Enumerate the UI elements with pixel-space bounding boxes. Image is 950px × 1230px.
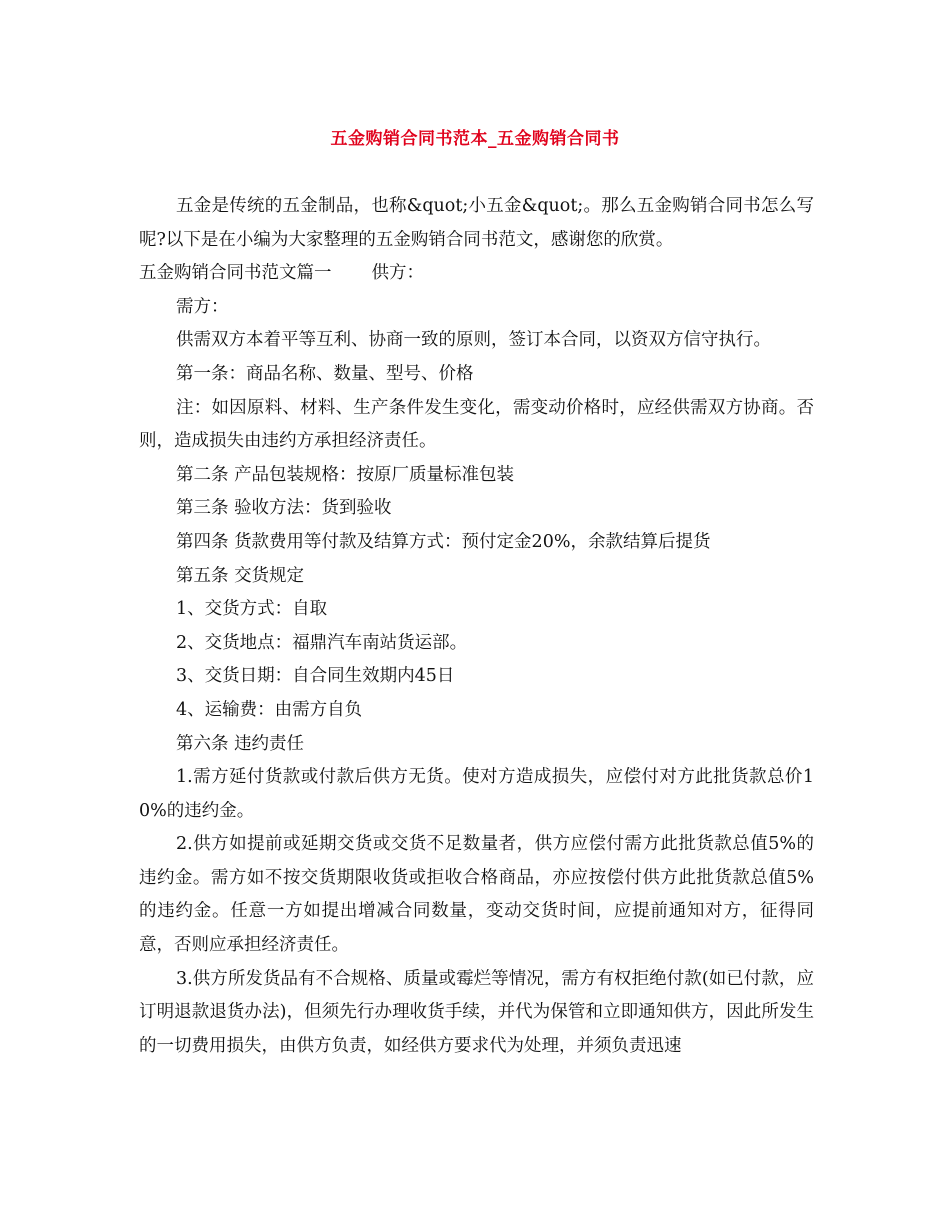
paragraph: 2.供方如提前或延期交货或交货不足数量者，供方应偿付需方此批货款总值5%的违约金。需方如不按交货期限收货或拒收合格商品，亦应按偿付供方此批货款总值5%的违约金。任意一方如提出增减合同数量，变动交货时间，应提前通知对方，征得同意，否则应承担经济责任。 — [139, 834, 814, 956]
paragraph: 供需双方本着平等互利、协商一致的原则，签订本合同，以资双方信守执行。 — [176, 330, 771, 351]
paragraph: 第五条 交货规定 — [176, 565, 305, 586]
paragraph: 第三条 验收方法：货到验收 — [176, 498, 392, 519]
section-heading: 五金购销合同书范文篇一 — [139, 263, 332, 284]
document-title: 五金购销合同书范本_五金购销合同书 — [330, 129, 620, 149]
paragraph: 3.供方所发货品有不合规格、质量或霉烂等情况，需方有权拒绝付款(如已付款，应订明退款退货办法)，但须先行办理收货手续，并代为保管和立即通知供方，因此所发生的一切费用损失，由供方负责，如经供方要求代为处理，并须负责迅速 — [139, 968, 814, 1056]
intro-paragraph: 五金是传统的五金制品，也称&quot;小五金&quot;。那么五金购销合同书怎么写呢?以下是在小编为大家整理的五金购销合同书范文，感谢您的欣赏。 — [139, 196, 814, 250]
paragraph: 1.需方延付货款或付款后供方无货。使对方造成损失，应偿付对方此批货款总价10%的违约金。 — [139, 767, 814, 821]
paragraph: 2、交货地点：福鼎汽车南站货运部。 — [176, 632, 468, 653]
paragraph: 需方： — [176, 296, 229, 317]
paragraph: 1、交货方式：自取 — [176, 599, 328, 620]
paragraph: 注：如因原料、材料、生产条件发生变化，需变动价格时，应经供需双方协商。否则，造成损失由违约方承担经济责任。 — [139, 397, 814, 452]
paragraph: 第六条 违约责任 — [176, 733, 305, 754]
paragraph: 第四条 货款费用等付款及结算方式：预付定金20%，余款结算后提货 — [176, 531, 711, 552]
document-body — [139, 190, 814, 1063]
paragraph: 第二条 产品包装规格：按原厂质量标准包装 — [176, 464, 515, 485]
supplier-label: 供方： — [371, 263, 424, 284]
paragraph: 3、交货日期：自合同生效期内45日 — [176, 666, 455, 687]
paragraph: 第一条：商品名称、数量、型号、价格 — [176, 363, 474, 384]
section-heading-line — [139, 257, 814, 291]
paragraph: 4、运输费：由需方自负 — [176, 699, 363, 720]
